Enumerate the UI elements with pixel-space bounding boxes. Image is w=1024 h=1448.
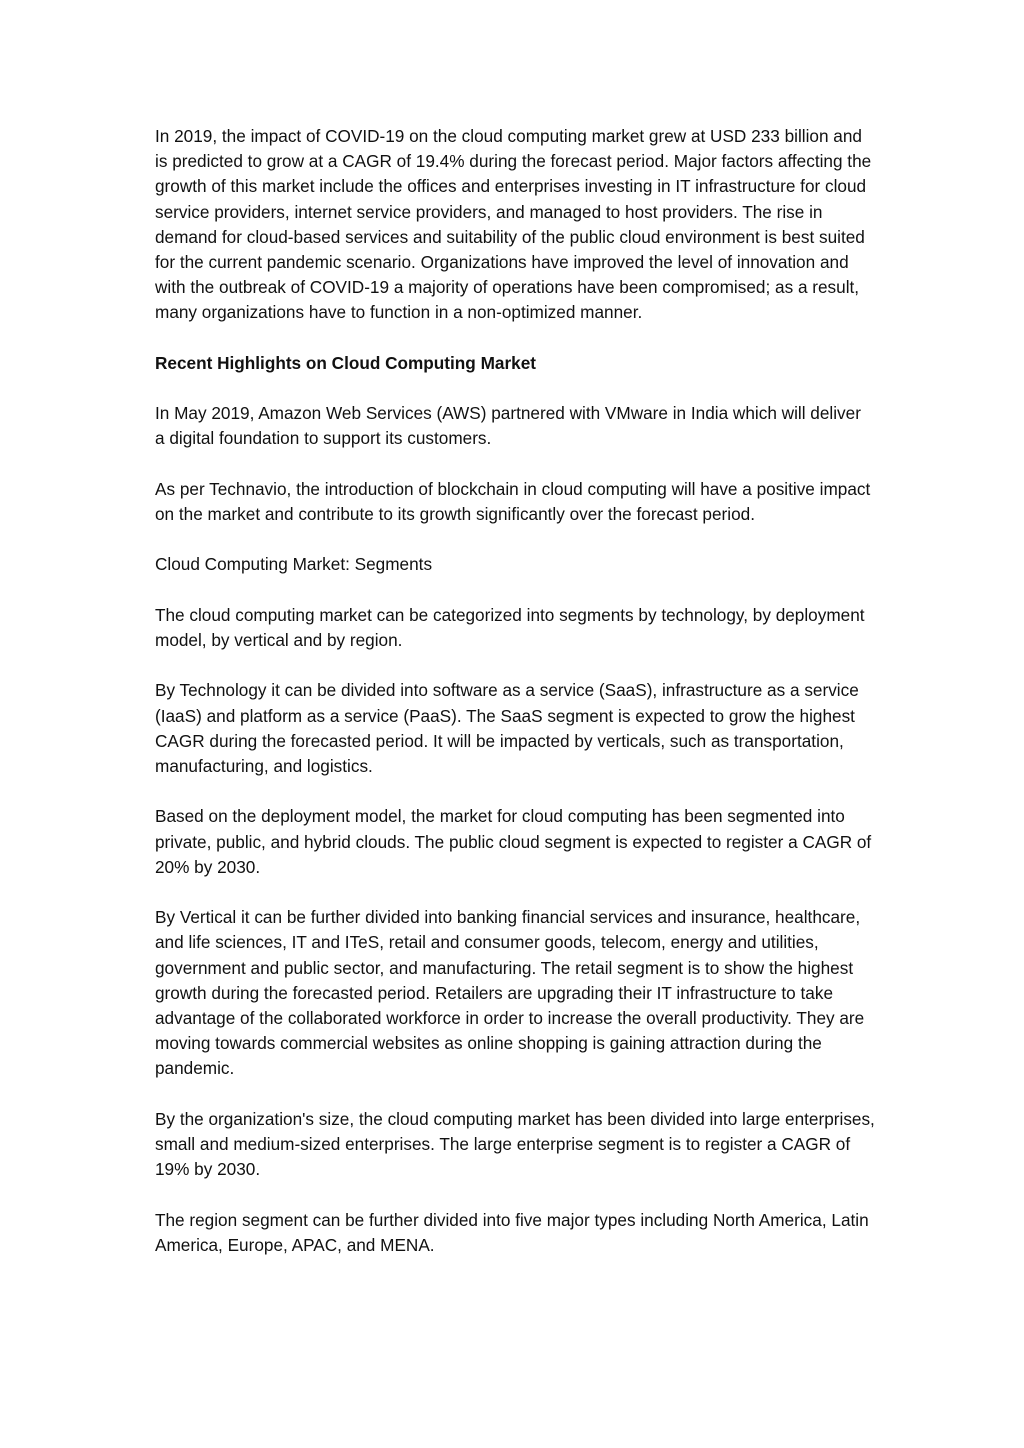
aws-paragraph: In May 2019, Amazon Web Services (AWS) partnered with VMware in India which will deliver a digital foundation to support its customers. — [155, 403, 861, 449]
technology-paragraph: By Technology it can be divided into software as a service (SaaS), infrastructure as a service (IaaS) and platform as a service (PaaS). The SaaS segment is expected to grow the highest CAGR during the forecasted period. It will be impacted by verticals, such as transportation, manufacturing, and logistics. — [155, 680, 859, 776]
technavio-paragraph: As per Technavio, the introduction of blockchain in cloud computing will have a positive impact on the market and contribute to its growth significantly over the forecast period. — [155, 478, 871, 524]
intro-paragraph: In 2019, the impact of COVID-19 on the cloud computing market grew at USD 233 billion and is predicted to grow at a CAGR of 19.4% during the forecast period. Major factors affecting the growth of this market include the offices and enterprises investing in IT infrastructure for cloud service providers, internet service providers, and managed to host providers. The rise in demand for cloud-based services and suitability of the public cloud environment is best suited for the current pandemic scenario. Organizations have improved the level of innovation and with the outbreak of COVID-19 a majority of operations have been compromised; as a result, many organizations have to function in a non-optimized manner. — [155, 126, 872, 323]
vertical-paragraph: By Vertical it can be further divided into banking financial services and insurance, healthcare, and life sciences, IT and ITeS, retail and consumer goods, telecom, energy and utilities, government and public sector, and manufacturing. The retail segment is to show the highest growth during the forecasted period. Retailers are upgrading their IT infrastructure to take advantage of the collaborated workforce in order to increase the overall productivity. They are moving towards commercial websites as online shopping is gaining attraction during the pandemic. — [155, 907, 865, 1079]
organization-size-paragraph: By the organization's size, the cloud computing market has been divided into large enterprises, small and medium-sized enterprises. The large enterprise segment is to register a CAGR of 19% by 2030. — [155, 1108, 875, 1180]
region-paragraph: The region segment can be further divided into five major types including North America, Latin America, Europe, APAC, and MENA. — [155, 1209, 869, 1255]
segments-heading: Cloud Computing Market: Segments — [155, 554, 433, 575]
highlights-heading: Recent Highlights on Cloud Computing Market — [155, 352, 536, 373]
segments-intro-paragraph: The cloud computing market can be categorized into segments by technology, by deployment model, by vertical and by region. — [155, 604, 865, 650]
document-page — [155, 124, 875, 1283]
deployment-paragraph: Based on the deployment model, the market for cloud computing has been segmented into private, public, and hybrid clouds. The public cloud segment is expected to register a CAGR of 20% by 2030. — [155, 806, 872, 877]
